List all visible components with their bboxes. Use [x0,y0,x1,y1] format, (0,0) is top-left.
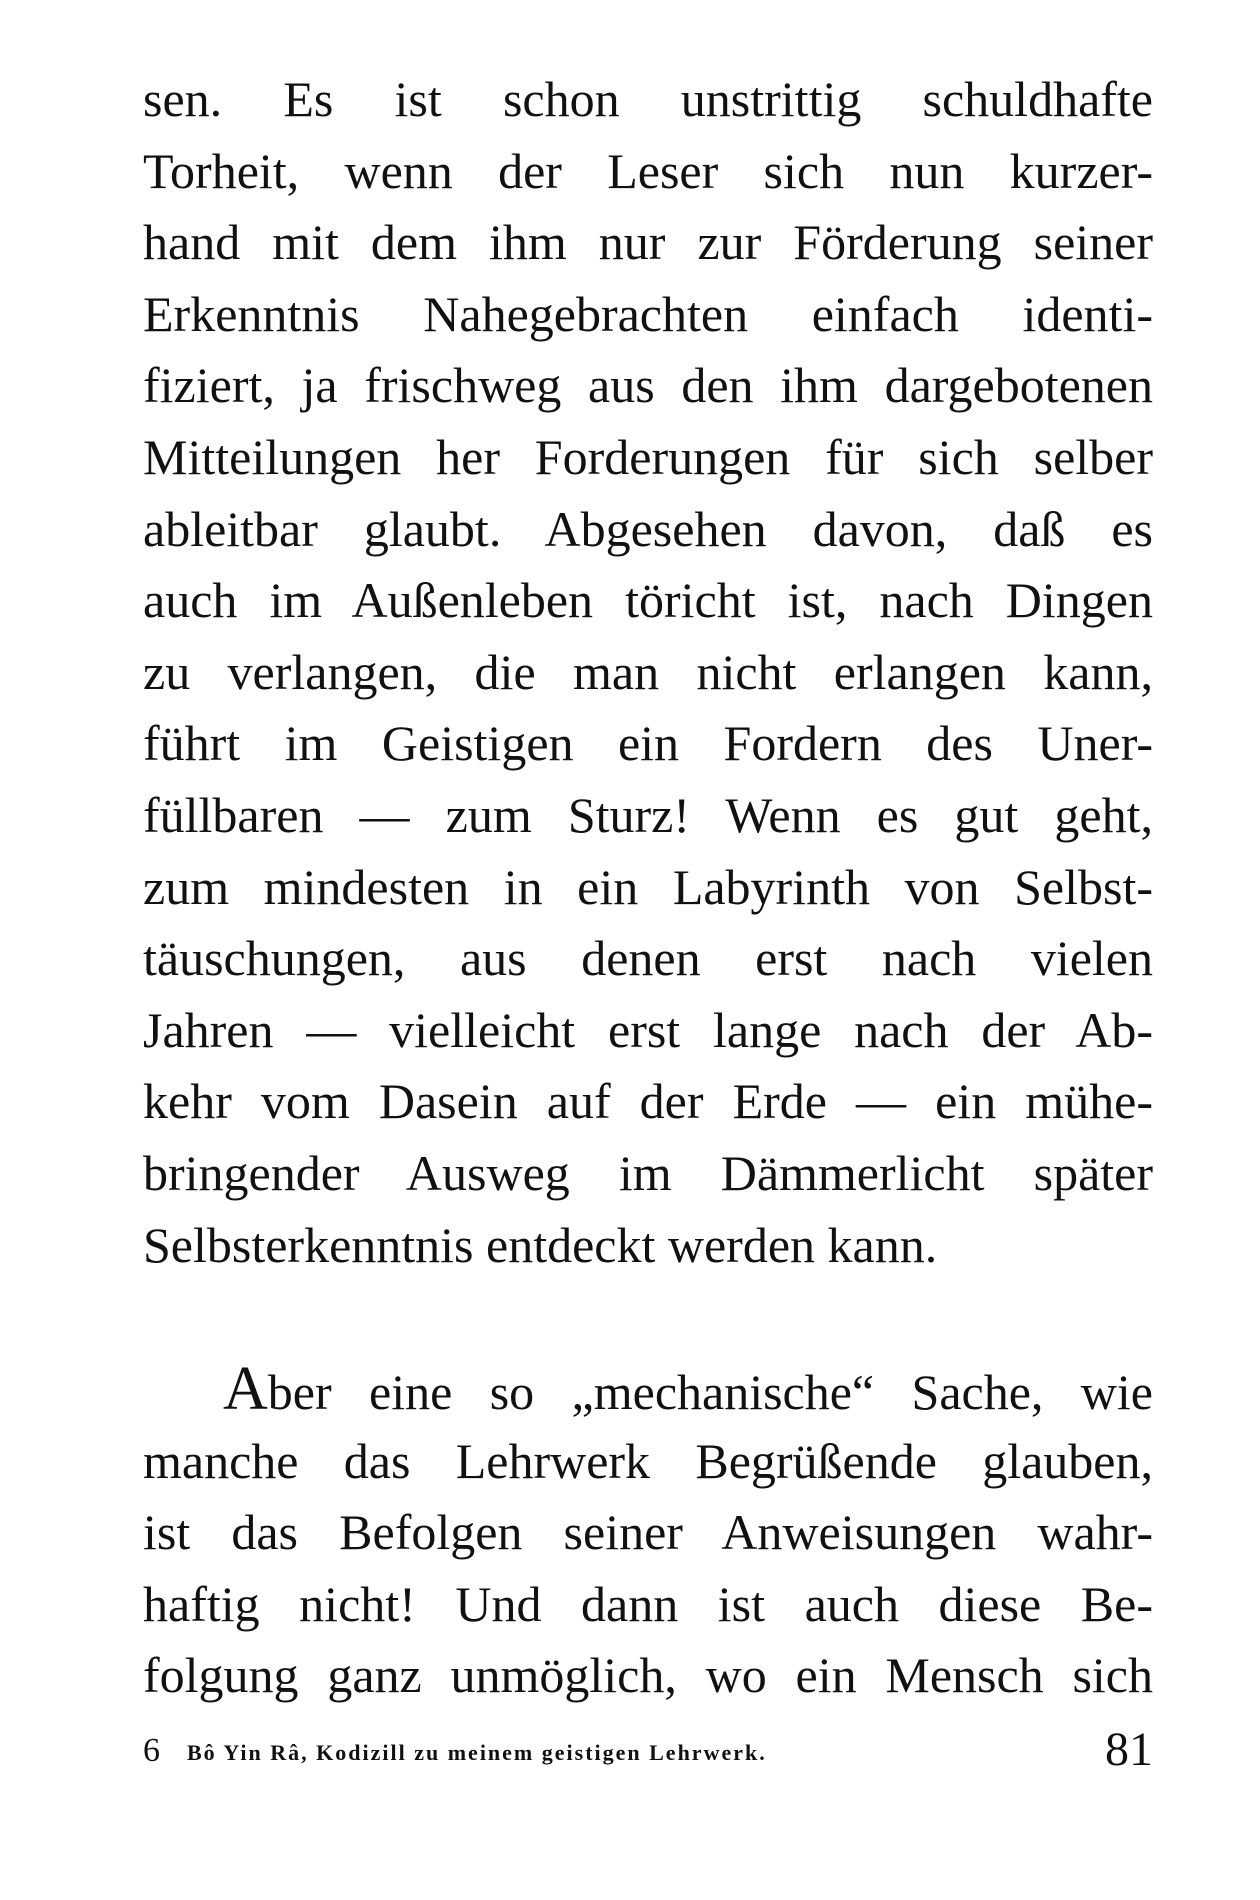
text-line-first [143,1354,1153,1426]
text-line: ist das Befolgen seiner Anweisungen wahr- [143,1504,1153,1561]
page-footer [143,1718,1153,1778]
text-line: hand mit dem ihm nur zur Förderung seiner [143,214,1153,271]
text-line: folgung ganz unmöglich, wo ein Mensch sich [143,1647,1153,1704]
text-line: fiziert, ja frischweg aus den ihm dargebotenen [143,357,1153,414]
paragraph-2 [143,1354,1153,1712]
running-footer-title: Bô Yin Râ, Kodizill zu meinem geistigen Lehrwerk. [187,1740,767,1765]
first-line-rest: ber eine so „mechanische“ Sache, wie [267,1364,1153,1420]
text-line: führt im Geistigen ein Fordern des Uner- [143,715,1153,772]
text-line: Jahren — vielleicht erst lange nach der Ab- [143,1001,1153,1058]
text-line: manche das Lehrwerk Begrüßende glauben, [143,1432,1153,1489]
text-line: zum mindesten in ein Labyrinth von Selbst- [143,858,1153,915]
text-line: Erkenntnis Nahegebrachten einfach identi- [143,285,1153,342]
paragraph-1 [143,64,1153,1281]
text-line: Selbsterkenntnis entdeckt werden kann. [143,1216,938,1273]
initial-letter: A [223,1355,268,1423]
signature-mark: 6 [143,1732,160,1769]
text-line: sen. Es ist schon unstrittig schuldhafte [143,71,1153,127]
text-line: zu verlangen, die man nicht erlangen kann, [143,643,1153,700]
text-line: bringender Ausweg im Dämmerlicht später [143,1144,1153,1201]
text-line: haftig nicht! Und dann ist auch diese Be- [143,1575,1153,1632]
text-line: Mitteilungen her Forderungen für sich selber [143,428,1153,485]
text-line: füllbaren — zum Sturz! Wenn es gut geht, [143,786,1153,843]
text-line: Torheit, wenn der Leser sich nun kurzer- [143,142,1153,199]
text-line: kehr vom Dasein auf der Erde — ein mühe- [143,1073,1153,1130]
text-line: täuschungen, aus denen erst nach vielen [143,930,1153,987]
text-line: ableitbar glaubt. Abgesehen davon, daß es [143,500,1153,557]
text-line: auch im Außenleben töricht ist, nach Dingen [143,572,1153,629]
page-number: 81 [1105,1723,1153,1776]
